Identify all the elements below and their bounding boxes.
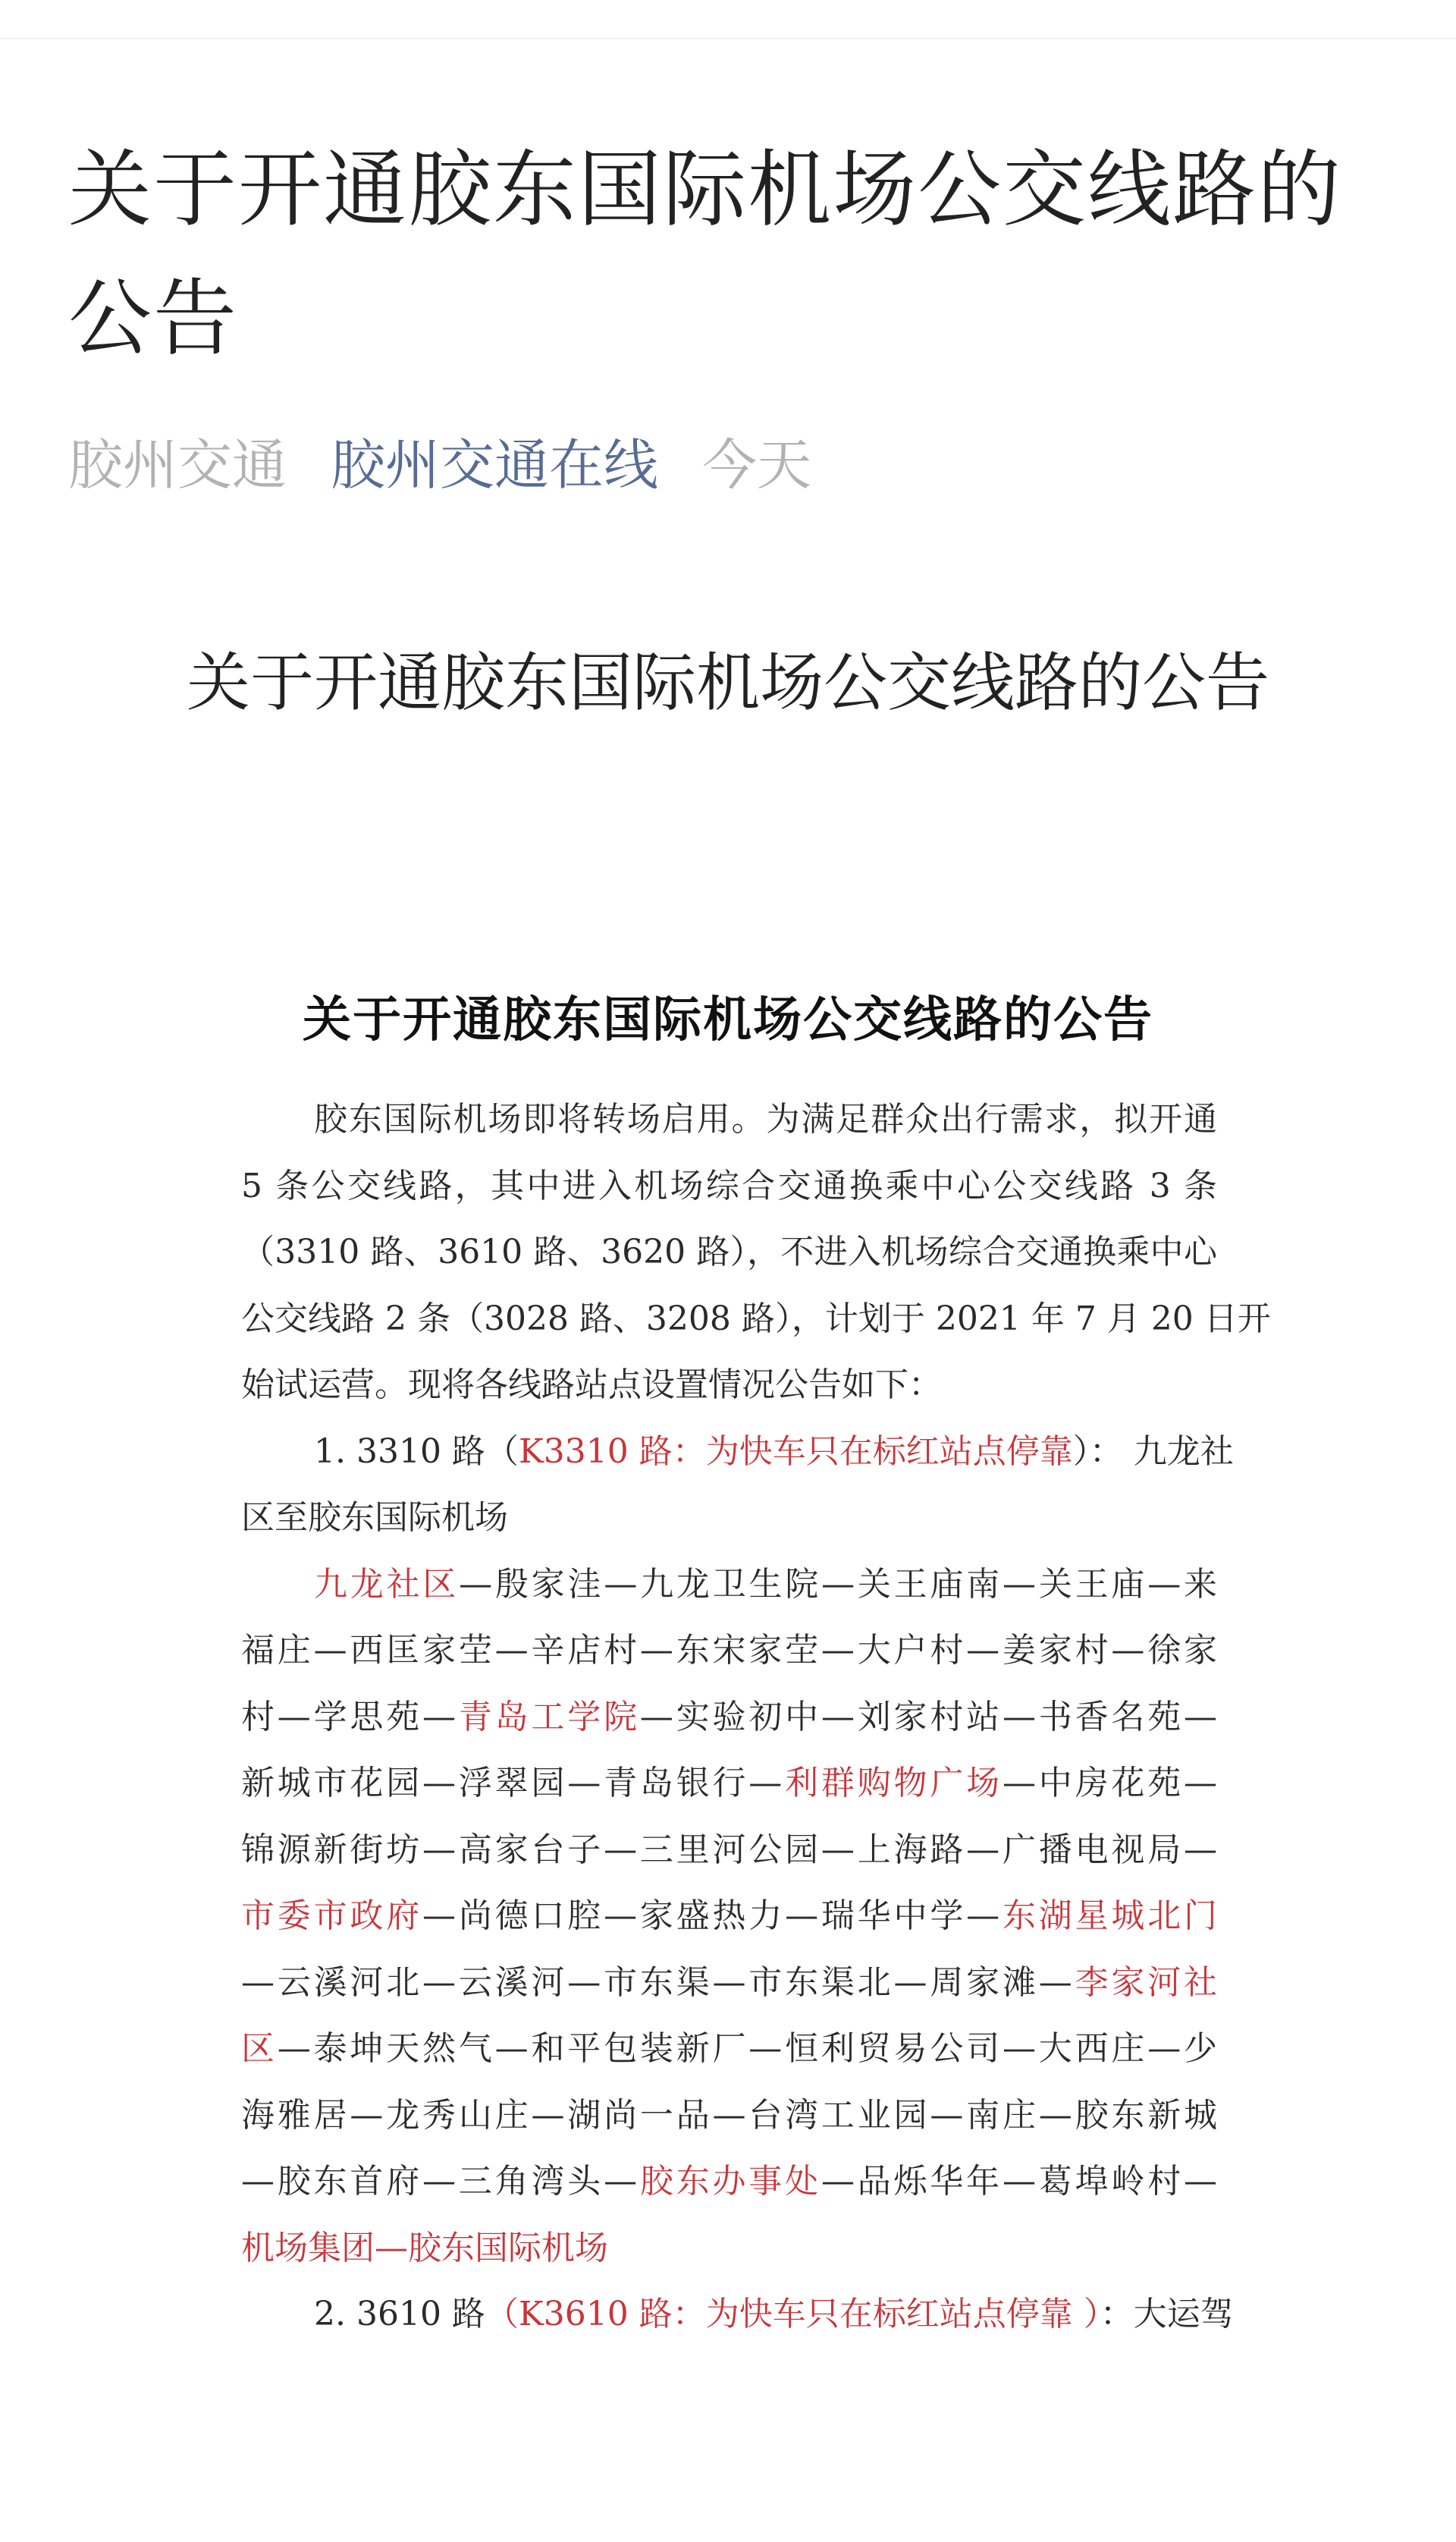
document-text: （3310 路、3610 路、3620 路），不进入机场综合交通换乘中心 bbox=[241, 1233, 1217, 1271]
document-text: 5 条公交线路，其中进入机场综合交通换乘中心公交线路 3 条 bbox=[241, 1166, 1217, 1205]
document-line bbox=[241, 1419, 1234, 1485]
document-text: ：大运驾 bbox=[1100, 2295, 1234, 2333]
highlighted-stop-text: 区 bbox=[241, 2029, 278, 2068]
document-text: 始试运营。现将各线路站点设置情况公告如下： bbox=[241, 1365, 942, 1404]
document-line bbox=[241, 2082, 1217, 2149]
highlighted-stop-text: 李家河社 bbox=[1072, 1962, 1218, 2002]
highlighted-stop-text: 九龙社区 bbox=[314, 1564, 460, 1604]
document-line bbox=[241, 1617, 1217, 1684]
document-line bbox=[241, 2148, 1217, 2215]
document-line bbox=[241, 2016, 1217, 2082]
highlighted-stop-text: 东湖星城北门 bbox=[999, 1896, 1218, 1935]
highlighted-stop-text: 青岛工学院 bbox=[456, 1697, 640, 1736]
document-text: —实验初中—刘家村站—书香名苑— bbox=[639, 1697, 1218, 1736]
document-text: —殷家洼—九龙卫生院—关王庙南—关王庙—来 bbox=[459, 1564, 1218, 1604]
article-heading: 关于开通胶东国际机场公交线路的公告 bbox=[186, 646, 1269, 720]
document-line bbox=[241, 1817, 1217, 1884]
account-name: 胶州交通 bbox=[68, 433, 287, 497]
document-line bbox=[241, 2215, 1217, 2282]
highlighted-stop-text: 机场集团—胶东国际机场 bbox=[241, 2228, 608, 2267]
document-line bbox=[241, 1750, 1217, 1817]
document-text: ）： 九龙社 bbox=[1072, 1431, 1234, 1471]
document-text: 1. 3310 路（ bbox=[314, 1431, 519, 1471]
document-body bbox=[241, 1086, 1271, 2348]
document-text: —尚德口腔—家盛热力—瑞华中学— bbox=[422, 1896, 1000, 1935]
highlighted-stop-text: 胶东办事处 bbox=[637, 2162, 821, 2201]
article-title: 关于开通胶东国际机场公交线路的公告 bbox=[68, 141, 1342, 367]
document-line bbox=[241, 1286, 1271, 1353]
document-line bbox=[241, 1883, 1217, 1950]
document-line bbox=[241, 1352, 1217, 1419]
document-line bbox=[241, 1684, 1217, 1751]
document-text: 福庄—西匡家茔—辛店村—东宋家茔—大户村—姜家村—徐家 bbox=[241, 1631, 1217, 1670]
document-line bbox=[241, 1219, 1217, 1286]
document-text: —品烁华年—葛埠岭村— bbox=[821, 2162, 1218, 2201]
document-line bbox=[241, 1950, 1217, 2016]
document-text: 区至胶东国际机场 bbox=[241, 1498, 508, 1537]
document-text: 村—学思苑— bbox=[241, 1697, 457, 1736]
document-line bbox=[241, 1153, 1217, 1220]
document-text: 新城市花园—浮翠园—青岛银行— bbox=[241, 1764, 783, 1802]
highlighted-stop-text: （K3610 路：为快车只在标红站点停靠 ） bbox=[485, 2295, 1100, 2333]
document-text: —胶东首府—三角湾头— bbox=[241, 2162, 638, 2201]
document-text: 公交线路 2 条（3028 路、3208 路），计划于 2021 年 7 月 20 日开 bbox=[241, 1299, 1271, 1338]
document-text: —云溪河北—云溪河—市东渠—市东渠北—周家滩— bbox=[241, 1962, 1072, 2002]
document-text: 胶东国际机场即将转场启用。为满足群众出行需求，拟开通 bbox=[314, 1100, 1217, 1139]
document-text: —泰坤天然气—和平包装新厂—恒利贸易公司—大西庄—少 bbox=[277, 2029, 1218, 2068]
document-text: 海雅居—龙秀山庄—湖尚一品—台湾工业园—南庄—胶东新城 bbox=[241, 2095, 1217, 2135]
publish-date: 今天 bbox=[702, 433, 812, 497]
document-text: —中房花苑— bbox=[1002, 1764, 1218, 1802]
document-line bbox=[241, 1485, 1217, 1551]
highlighted-stop-text: 利群购物广场 bbox=[782, 1764, 1003, 1802]
document-line bbox=[241, 1086, 1217, 1153]
document-title: 关于开通胶东国际机场公交线路的公告 bbox=[303, 991, 1153, 1048]
highlighted-stop-text: K3310 路：为快车只在标红站点停靠 bbox=[518, 1431, 1073, 1471]
document-line bbox=[241, 1551, 1217, 1618]
document-line bbox=[241, 2281, 1234, 2348]
document-text: 锦源新街坊—高家台子—三里河公园—上海路—广播电视局— bbox=[241, 1830, 1217, 1869]
account-link[interactable]: 胶州交通在线 bbox=[331, 433, 659, 497]
document-text: 2. 3610 路 bbox=[314, 2295, 485, 2333]
highlighted-stop-text: 市委市政府 bbox=[241, 1896, 423, 1935]
